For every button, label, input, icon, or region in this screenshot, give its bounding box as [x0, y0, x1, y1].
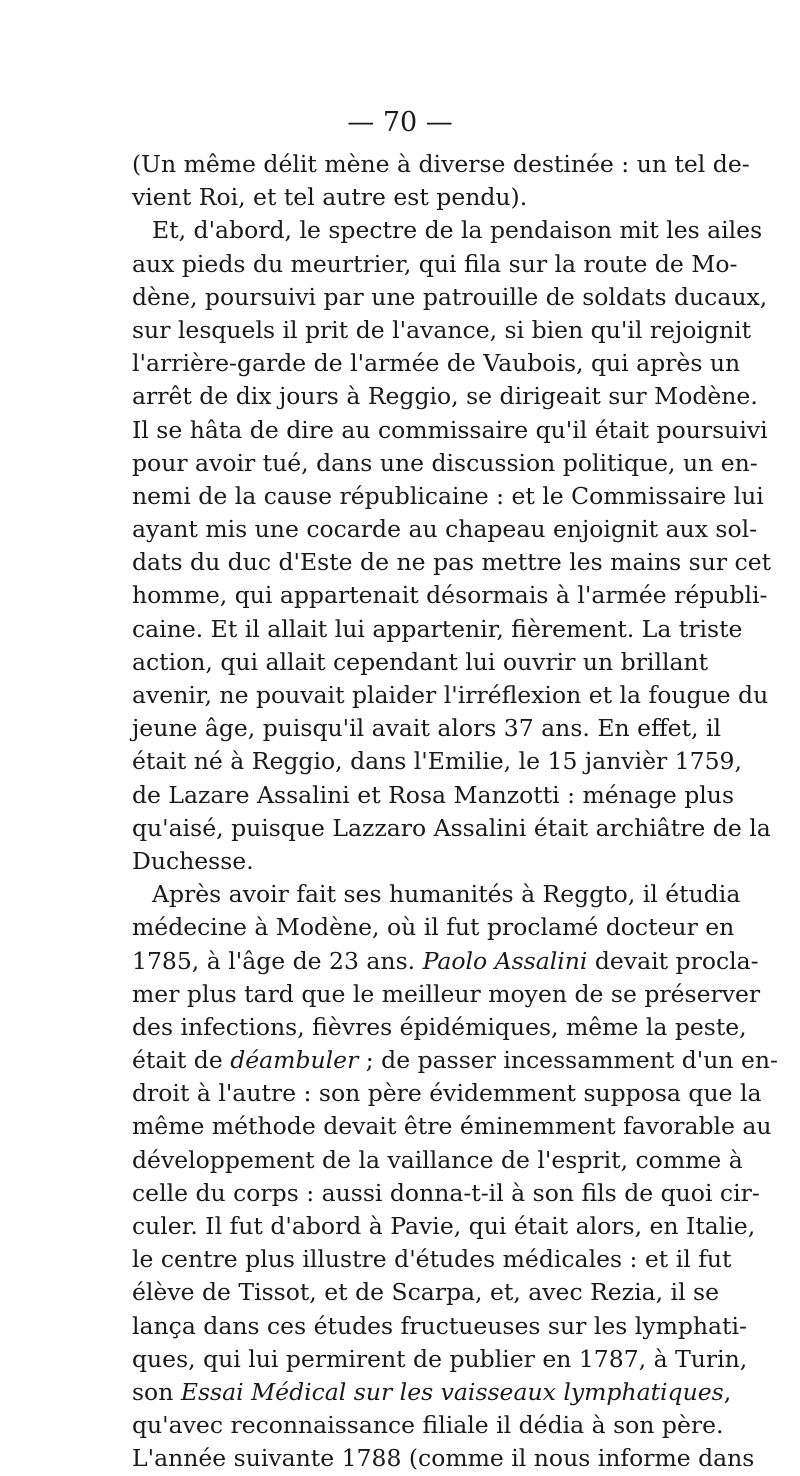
text-line [132, 1210, 756, 1243]
text-line [132, 945, 759, 978]
text-line-content: même méthode devait être éminemment favorable au [132, 1112, 772, 1141]
italic-text: déambuler [230, 1046, 359, 1075]
text-line-content: arrêt de dix jours à Reggio, se dirigeait sur Modène. [132, 382, 758, 411]
text-line-tail: , [723, 1377, 732, 1406]
text-line [132, 513, 758, 546]
text-line [132, 745, 742, 778]
text-line-tail: devait procla- [587, 946, 759, 975]
text-line-tail: ; de passer incessamment d'un en- [358, 1046, 778, 1075]
text-line-content: lança dans ces études fructueuses sur les lymphati- [132, 1311, 747, 1340]
text-line [132, 1409, 724, 1442]
text-line-content: ques, qui lui permirent de publier en 1787, à Turin, [132, 1344, 748, 1373]
text-line [132, 248, 738, 281]
text-line [132, 1376, 732, 1409]
text-line [132, 1044, 778, 1077]
text-line [132, 812, 771, 845]
text-line-content: sur lesquels il prit de l'avance, si bien qu'il rejoignit [132, 315, 752, 344]
text-line-content: action, qui allait cependant lui ouvrir un brillant [132, 647, 709, 676]
text-line-content: (Un même délit mène à diverse destinée : un tel de- [132, 150, 750, 178]
text-line-content: droit à l'autre : son père évidemment supposa que la [132, 1079, 762, 1108]
text-line [132, 1243, 732, 1276]
text-line-content: était né à Reggio, dans l'Emilie, le 15 janvièr 1759, [132, 747, 742, 776]
text-line [132, 347, 741, 380]
text-line-content: culer. Il fut d'abord à Pavie, qui était alors, en Italie, [132, 1212, 756, 1240]
text-line [132, 1276, 720, 1309]
text-line-content: mer plus tard que le meilleur moyen de se préserver [132, 979, 761, 1008]
text-line-content: 1785, à l'âge de 23 ans. [132, 946, 423, 975]
text-line-content: était de [132, 1046, 231, 1075]
text-line-content: qu'aisé, puisque Lazzaro Assalini était archiâtre de la [132, 813, 771, 842]
text-line [132, 679, 769, 712]
text-line [132, 1310, 747, 1343]
text-line-content: nemi de la cause républicaine : et le Commissaire lui [132, 481, 764, 510]
text-line [132, 911, 735, 944]
text-line-content: Et, d'abord, le spectre de la pendaison mit les ailes [152, 216, 763, 245]
text-line [132, 480, 764, 513]
text-line-content: développement de la vaillance de l'esprit, comme à [132, 1145, 743, 1174]
text-line-content: ayant mis une cocarde au chapeau enjoignit aux sol- [132, 515, 758, 544]
text-line [132, 1343, 748, 1376]
text-line-content: Après avoir fait ses humanités à Reggto, il étudia [152, 880, 741, 909]
text-line-content: son [132, 1377, 181, 1406]
text-line-content: vient Roi, et tel autre est pendu). [132, 183, 528, 212]
text-line-content: dène, poursuivi par une patrouille de soldats ducaux, [132, 282, 768, 311]
text-line [132, 1442, 755, 1475]
text-line-content: le centre plus illustre d'études médicales : et il fut [132, 1245, 732, 1274]
text-line [132, 314, 752, 347]
text-line [132, 1011, 747, 1044]
text-line [132, 646, 709, 679]
text-line-content: l'arrière-garde de l'armée de Vaubois, qui après un [132, 349, 741, 378]
text-line [132, 613, 743, 646]
text-line [132, 214, 763, 247]
text-line-content: médecine à Modène, où il fut proclamé docteur en [132, 913, 735, 942]
text-line-content: de Lazare Assalini et Rosa Manzotti : ménage plus [132, 780, 735, 809]
text-line-content: pour avoir tué, dans une discussion politique, un en- [132, 448, 758, 477]
italic-text: Essai Médical sur les vaisseaux lymphatiques [180, 1377, 724, 1406]
text-line-content: celle du corps : aussi donna-t-il à son fils de quoi cir- [132, 1178, 760, 1207]
text-line [132, 1144, 743, 1177]
text-line [132, 281, 768, 314]
text-line-content: caine. Et il allait lui appartenir, fièrement. La triste [132, 614, 743, 643]
text-line [132, 546, 772, 579]
text-line [132, 878, 741, 911]
text-line-content: qu'avec reconnaissance filiale il dédia à son père. [132, 1411, 724, 1440]
text-line-content: L'année suivante 1788 (comme il nous informe dans [132, 1444, 755, 1473]
text-line-content: aux pieds du meurtrier, qui fila sur la route de Mo- [132, 249, 738, 278]
text-line [132, 414, 768, 447]
text-line [132, 779, 735, 812]
text-line [132, 181, 672, 214]
text-line [132, 148, 750, 181]
text-line-content: Il se hâta de dire au commissaire qu'il était poursuivi [132, 415, 768, 444]
text-line-content: élève de Tissot, et de Scarpa, et, avec Rezia, il se [132, 1278, 720, 1307]
text-line [132, 1110, 772, 1143]
text-line-content: jeune âge, puisqu'il avait alors 37 ans. En effet, il [132, 714, 722, 743]
text-line [132, 1077, 762, 1110]
text-line [132, 1177, 760, 1210]
text-line-content: Duchesse. [132, 846, 254, 875]
text-line [132, 579, 768, 612]
body-text [132, 148, 778, 1476]
text-line-content: homme, qui appartenait désormais à l'armée républi- [132, 581, 768, 610]
text-line [132, 845, 672, 878]
text-line-content: dats du duc d'Este de ne pas mettre les mains sur cet [132, 548, 772, 577]
page-number: — 70 — [347, 107, 453, 138]
italic-text: Paolo Assalini [422, 946, 588, 975]
text-line [132, 380, 758, 413]
text-line-content: avenir, ne pouvait plaider l'irréflexion et la fougue du [132, 681, 769, 709]
text-line [132, 447, 758, 480]
text-line [132, 978, 761, 1011]
text-line [132, 712, 722, 745]
text-line-content: des infections, fièvres épidémiques, même la peste, [132, 1012, 747, 1041]
